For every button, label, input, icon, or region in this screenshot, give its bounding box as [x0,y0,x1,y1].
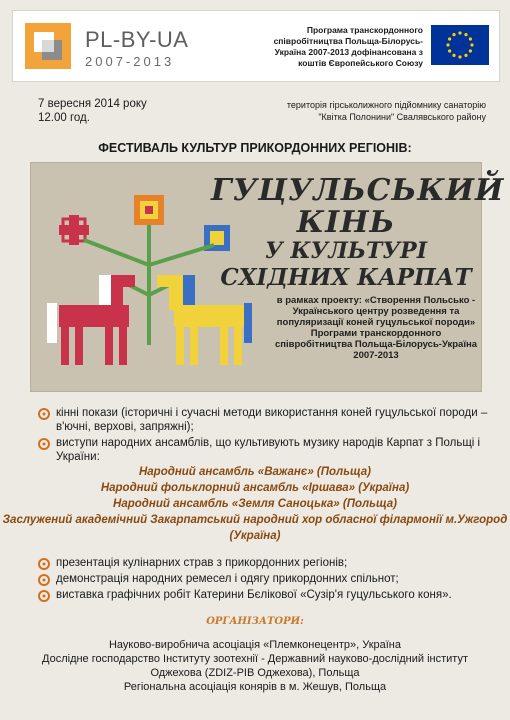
organizers-title: ОРГАНІЗАТОРИ: [206,616,304,627]
banner-title-line-2: У КУЛЬТУРІ [264,238,428,264]
eu-star-icon [452,54,455,57]
event-date: 7 вересня 2014 року [38,98,147,110]
ensemble-item: Народний ансамбль «Земля Саноцька» (Польща) [113,498,397,510]
spiral-bullet-icon [38,574,50,586]
organizer-item: Регіональна асоціація конярів в м. Жешув, Польща [123,681,387,693]
eu-star-icon [448,49,451,52]
activity-text: демонстрація народних ремесел і одягу прикордонних спільнот; [56,573,399,585]
festival-heading: ФЕСТИВАЛЬ КУЛЬТУР ПРИКОРДОННИХ РЕГІОНІВ: [98,141,412,155]
eu-star-icon [464,54,467,57]
program-text: Програма транскордонного співробітництва Польща-Білорусь-Україна 2007-2013 дофінансована з коштів Європейського Союзу [273,25,423,68]
spiral-bullet-icon [38,438,50,450]
organizer-item: Науково-виробнича асоціація «Племконецентр», Україна [108,639,402,651]
list-item [38,572,488,586]
logo-title: PL-BY-UA [85,27,189,52]
list-item [38,556,488,570]
banner-title-line-3: СХІДНИХ КАРПАТ [220,264,472,291]
list-item [38,406,488,434]
organizers-list [20,638,490,694]
list-item [38,436,488,464]
event-date-time [38,97,147,125]
event-venue: територія гірськолижного підйомнику санаторію "Квітка Полонини" Свалявського району [286,100,486,122]
event-time: 12.00 год. [38,112,90,124]
ensemble-item: Народний фольклорний ансамбль «Іршава» (Україна) [100,482,410,494]
eu-star-icon [448,37,451,40]
eu-star-icon [458,55,461,58]
activities-list [38,406,488,466]
activities-more-list [38,556,488,604]
logo-years: 2007-2013 [85,54,175,69]
activity-text: кінні покази (історичні і сучасні методи використання коней гуцульської породи – в'ючні, верхові, запряжні); [56,407,488,433]
list-item [38,588,488,602]
project-text: в рамках проекту: «Створення Польсько - Українського центру розведення та популяризації коней гуцульської породи» Програми транскордонного співробітництва Польща-Білорусь-Україна 2007-2013 [274,295,478,361]
organizer-item: Дослідне господарство Інституту зоотехнії - Державний науково-дослідний інститут Оджехова (ZDIZ-PIB Оджехова), Польща [42,653,468,679]
spiral-bullet-icon [38,408,50,420]
eu-star-icon [470,43,473,46]
banner-title-line-1: ГУЦУЛЬСЬКИЙ КІНЬ [211,173,505,240]
eu-star-icon [464,33,467,36]
eu-star-icon [452,33,455,36]
pl-by-ua-logo-icon [25,23,71,69]
eu-star-icon [469,37,472,40]
eu-star-icon [469,49,472,52]
banner [30,162,505,392]
header-bar [12,10,500,82]
eu-star-icon [446,43,449,46]
spiral-bullet-icon [38,590,50,602]
ensemble-item: Заслужений академічний Закарпатський народний хор обласної філармонії м.Ужгород (Україна) [2,514,508,542]
ensemble-item: Народний ансамбль «Важанє» (Польща) [138,466,372,478]
banner-title [211,173,505,291]
ensembles-list [0,464,510,544]
activity-text: презентація кулінарних страв з прикордонних регіонів; [56,557,348,569]
eu-flag-icon [431,25,489,65]
activity-text: виставка графічних робіт Катерини Бєлікової «Сузір'я гуцульського коня». [56,589,452,601]
activity-text: виступи народних ансамблів, що культивують музику народів Карпат з Польщі і України: [56,437,481,463]
eu-star-icon [458,31,461,34]
spiral-bullet-icon [38,558,50,570]
